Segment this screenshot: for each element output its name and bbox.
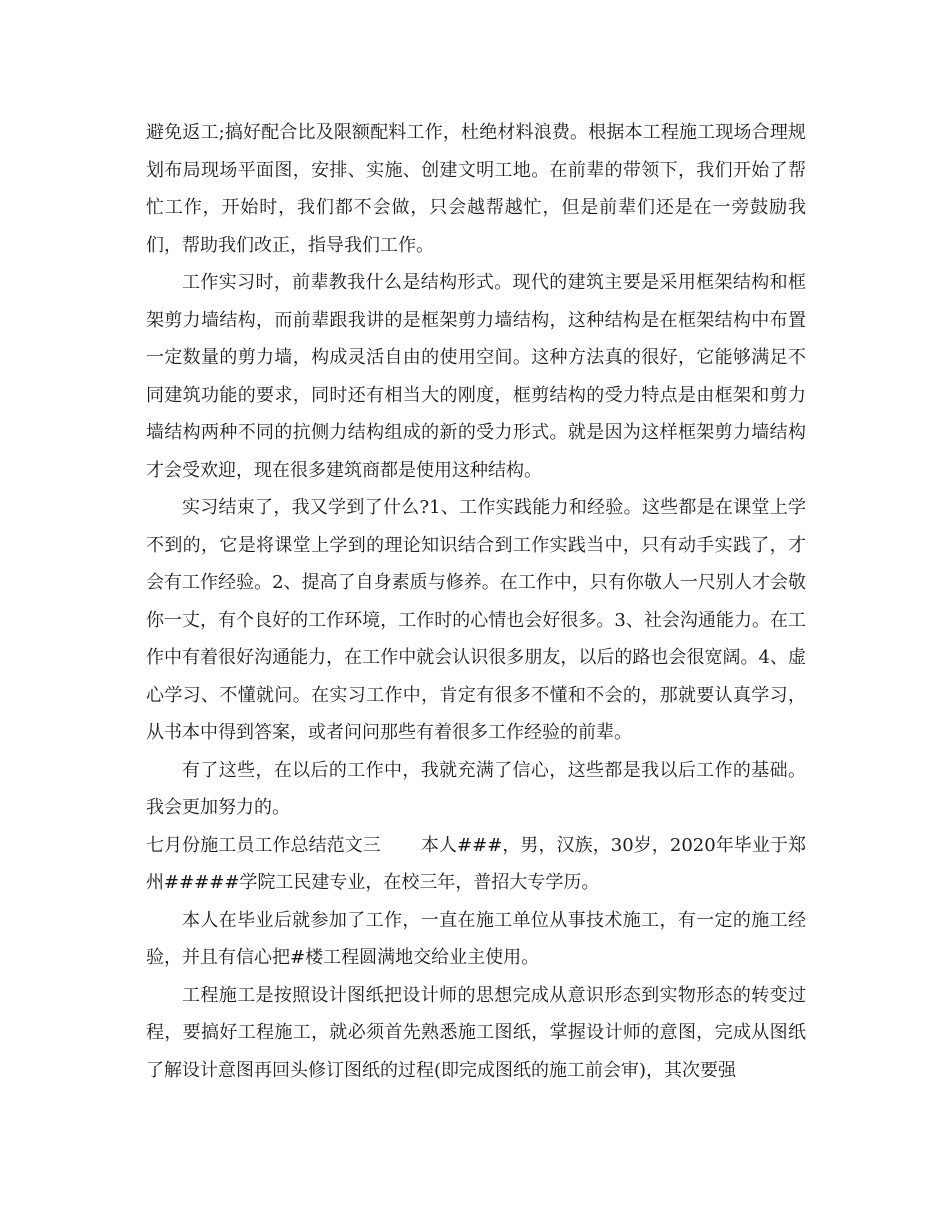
paragraph-5: 本人在毕业后就参加了工作，一直在施工单位从事技术施工，有一定的施工经验，并且有信心把#楼工程圆满地交给业主使用。 xyxy=(146,909,806,968)
section-title: 七月份施工员工作总结范文三 xyxy=(146,834,381,856)
section-intro: 本人###，男，汉族，30岁，2020年毕业于郑州#####学院工民建专业，在校三年，普招大专学历。 xyxy=(146,834,806,893)
document-body xyxy=(146,114,806,1089)
paragraph-1: 避免返工;搞好配合比及限额配料工作，杜绝材料浪费。根据本工程施工现场合理规划布局现场平面图，安排、实施、创建文明工地。在前辈的带领下，我们开始了帮忙工作，开始时，我们都不会做，只会越帮越忙，但是前辈们还是在一旁鼓励我们，帮助我们改正，指导我们工作。 xyxy=(146,122,806,256)
paragraph-2: 工作实习时，前辈教我什么是结构形式。现代的建筑主要是采用框架结构和框架剪力墙结构，而前辈跟我讲的是框架剪力墙结构，这种结构是在框架结构中布置一定数量的剪力墙，构成灵活自由的使用空间。这种方法真的很好，它能够满足不同建筑功能的要求，同时还有相当大的刚度，框剪结构的受力特点是由框架和剪力墙结构两种不同的抗侧力结构组成的新的受力形式。就是因为这样框架剪力墙结构才会受欢迎，现在很多建筑商都是使用这种结构。 xyxy=(146,272,806,481)
section-heading-line xyxy=(146,827,806,902)
paragraph-4: 有了这些，在以后的工作中，我就充满了信心，这些都是我以后工作的基础。我会更加努力的。 xyxy=(146,759,806,818)
paragraph-3: 实习结束了，我又学到了什么?1、工作实践能力和经验。这些都是在课堂上学不到的，它是将课堂上学到的理论知识结合到工作实践当中，只有动手实践了，才会有工作经验。2、提高了自身素质与修养。在工作中，只有你敬人一尺别人才会敬你一丈，有个良好的工作环境，工作时的心情也会好很多。3、社会沟通能力。在工作中有着很好沟通能力，在工作中就会认识很多朋友，以后的路也会很宽阔。4、虚心学习、不懂就问。在实习工作中，肯定有很多不懂和不会的，那就要认真学习，从书本中得到答案，或者问问那些有着很多工作经验的前辈。 xyxy=(146,497,806,743)
paragraph-6: 工程施工是按照设计图纸把设计师的思想完成从意识形态到实物形态的转变过程，要搞好工程施工，就必须首先熟悉施工图纸，掌握设计师的意图，完成从图纸了解设计意图再回头修订图纸的过程(即完成图纸的施工前会审)，其次要强 xyxy=(146,984,806,1081)
